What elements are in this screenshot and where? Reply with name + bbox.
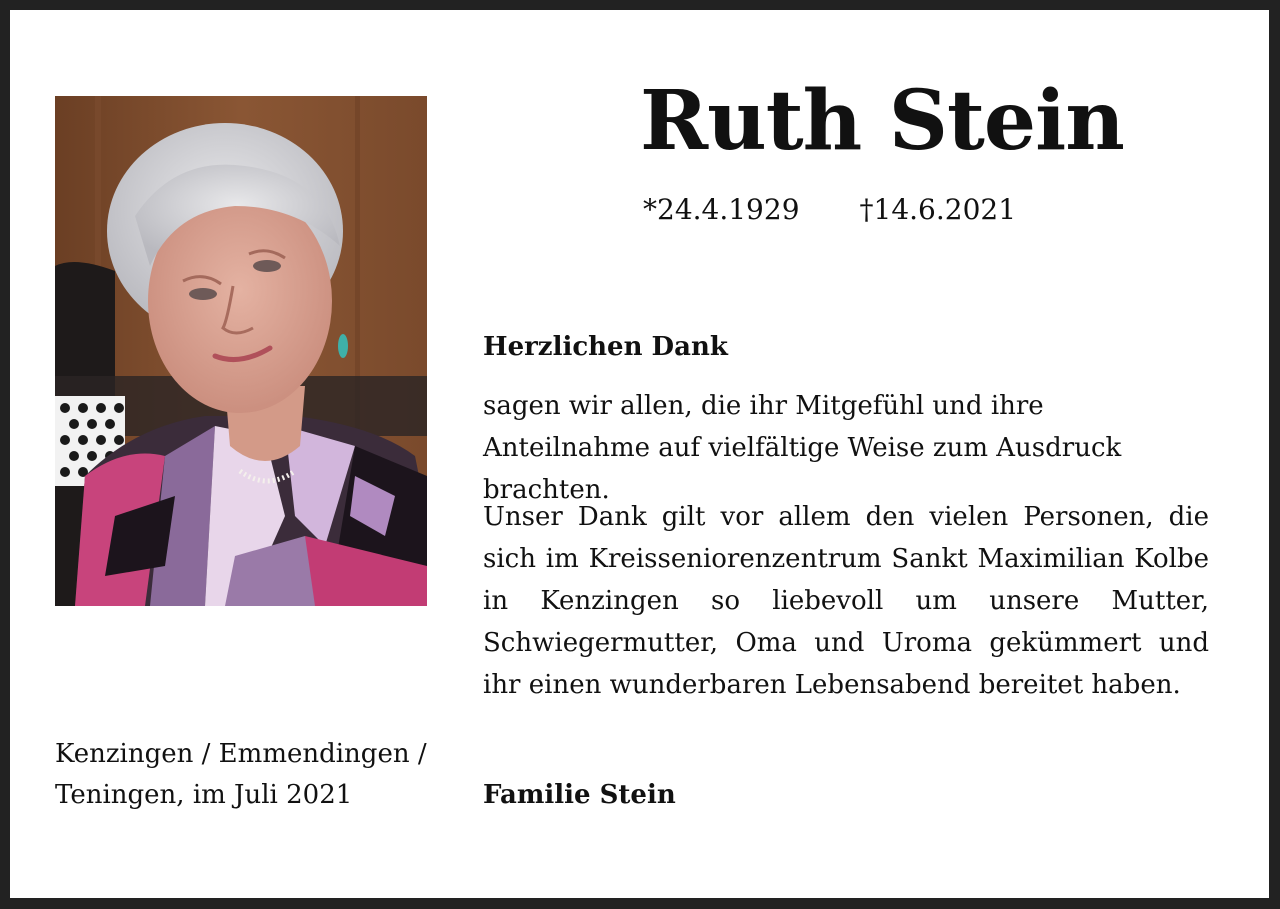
thanks-paragraph-2: Unser Dank gilt vor allem den vielen Personen, die sich im Kreisseniorenzentrum Sankt Maximilian Kolbe in Kenzingen so liebevoll um unsere Mutter, Schwiegermutter, Oma und Uroma gekümmert und ihr einen wunderbaren Lebensabend bereitet haben. [483, 502, 1209, 700]
portrait-photo [55, 96, 427, 606]
signature: Familie Stein [483, 780, 676, 810]
birth-date: *24.4.1929 [643, 193, 800, 226]
thanks-paragraph-1: sagen wir allen, die ihr Mitgefühl und ihre Anteilnahme auf vielfältige Weise zum Ausdruck brachten. [483, 391, 1122, 505]
place-line-1: Kenzingen / Emmendingen / [55, 739, 427, 769]
thanks-heading: Herzlichen Dank [483, 332, 728, 362]
life-dates [643, 193, 1017, 226]
place-and-date [55, 734, 455, 816]
obituary-card [10, 10, 1269, 898]
death-date: †14.6.2021 [859, 193, 1017, 226]
deceased-name: Ruth Stein [640, 73, 1124, 169]
place-line-2: Teningen, im Juli 2021 [55, 780, 353, 810]
